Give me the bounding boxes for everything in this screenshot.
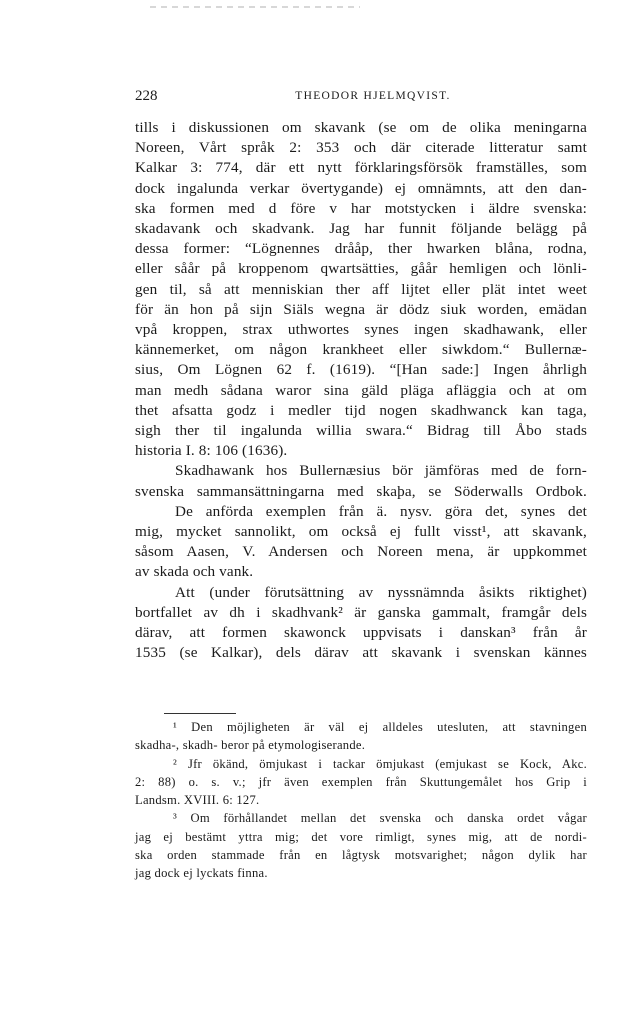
body-line: svenska sammansättningarna med skaþa, se Söderwalls Ordbok. [135, 482, 587, 500]
body-line: bortfallet av dh i skadhvank² är ganska gammalt, framgår dels [135, 603, 587, 621]
body-line: Att (under förutsättning av nyssnämnda åsikts riktighet) [175, 583, 587, 601]
body-line: man medh sådana waror sina gäld pläga afläggia och at om [135, 381, 587, 399]
page-header [135, 88, 587, 108]
footnote-line: ² Jfr ökänd, ömjukast i tackar ömjukast (emjukast se Kock, Akc. [173, 756, 587, 771]
body-line: sius, Om Lögnen 62 f. (1619). “[Han sade:] Ingen åhrligh [135, 361, 587, 379]
body-line: dessa former: “Lögnennes drååp, ther hwarken blåna, rodna, [135, 240, 587, 258]
body-line: dock ingalunda verkar övertygande) ej omnämnts, att den dan- [135, 179, 587, 197]
body-line: thet afsatta godz i medler tijd nogen skadhwanck kan taga, [135, 401, 587, 419]
body-line: sigh ther til ingalunda willia swara.“ Bidrag till Åbo stads [135, 422, 587, 440]
footnote-line: Landsm. XVIII. 6: 127. [135, 793, 260, 808]
footnote-divider [164, 713, 236, 714]
body-line: Kalkar 3: 774, där ett nytt förklaringsförsök framställes, som [135, 159, 587, 177]
scan-noise-mark [150, 6, 360, 8]
body-line: därav, att formen skawonck uppvisats i danskan³ från år [135, 624, 587, 642]
page-number: 228 [135, 88, 158, 104]
body-line: kännemerket, om någon krankheet eller siwkdom.“ Bullernæ- [135, 341, 587, 359]
footnote-line: ska orden stammade från en lågtysk motsvarighet; någon dylik har [135, 848, 587, 863]
body-line: mig, mycket sannolikt, om också ej fullt visst¹, att skavank, [135, 523, 587, 541]
body-line: ska formen med d före v har motstycken i äldre svenska: [135, 199, 587, 217]
running-head: THEODOR HJELMQVIST. [295, 90, 451, 102]
footnote-line: skadha-, skadh- beror på etymologiserande. [135, 738, 366, 753]
body-line: gen til, så att menniskian ther aff lijtet eller plät intet weet [135, 280, 587, 298]
footnote-line: 2: 88) o. s. v.; jfr även exemplen från Skuttungemålet hos Grip i [135, 774, 587, 789]
body-line: eller såår på kroppenom qwartsätties, gåår hemligen och lönli- [135, 260, 587, 278]
body-line: vpå kroppen, strax uthwortes synes ingen skadhawank, eller [135, 321, 587, 339]
footnote-line: ¹ Den möjligheten är väl ej alldeles utesluten, att stavningen [173, 720, 587, 734]
footnotes [135, 718, 587, 883]
body-line: Noreen, Vårt språk 2: 353 och där citerade litteratur samt [135, 139, 587, 157]
body-line: historia I. 8: 106 (1636). [135, 442, 288, 460]
body-line: såsom Aasen, V. Andersen och Noreen mena, är uppkommet [135, 543, 587, 561]
body-line: Skadhawank hos Bullernæsius bör jämföras med de forn- [175, 462, 587, 480]
body-line: av skada och vank. [135, 563, 254, 581]
footnote-line: jag dock ej lyckats finna. [135, 866, 268, 881]
footnote-line: ³ Om förhållandet mellan det svenska och danska ordet vågar [173, 811, 587, 826]
body-line: skadavank och skadvank. Jag har funnit följande belägg på [135, 220, 587, 238]
body-line: tills i diskussionen om skavank (se om de olika meningarna [135, 119, 587, 136]
footnote-line: jag ej bestämt yttra mig; det vore rimligt, synes mig, att de nordi- [135, 829, 587, 844]
body-line: 1535 (se Kalkar), dels därav att skavank i svenskan kännes [135, 644, 587, 662]
body-line: för än hon på sijn Siäls wegna är dödz siuk worden, emädan [135, 300, 587, 318]
body-line: De anförda exemplen från ä. nysv. göra det, synes det [175, 502, 587, 520]
body-text [135, 118, 587, 663]
